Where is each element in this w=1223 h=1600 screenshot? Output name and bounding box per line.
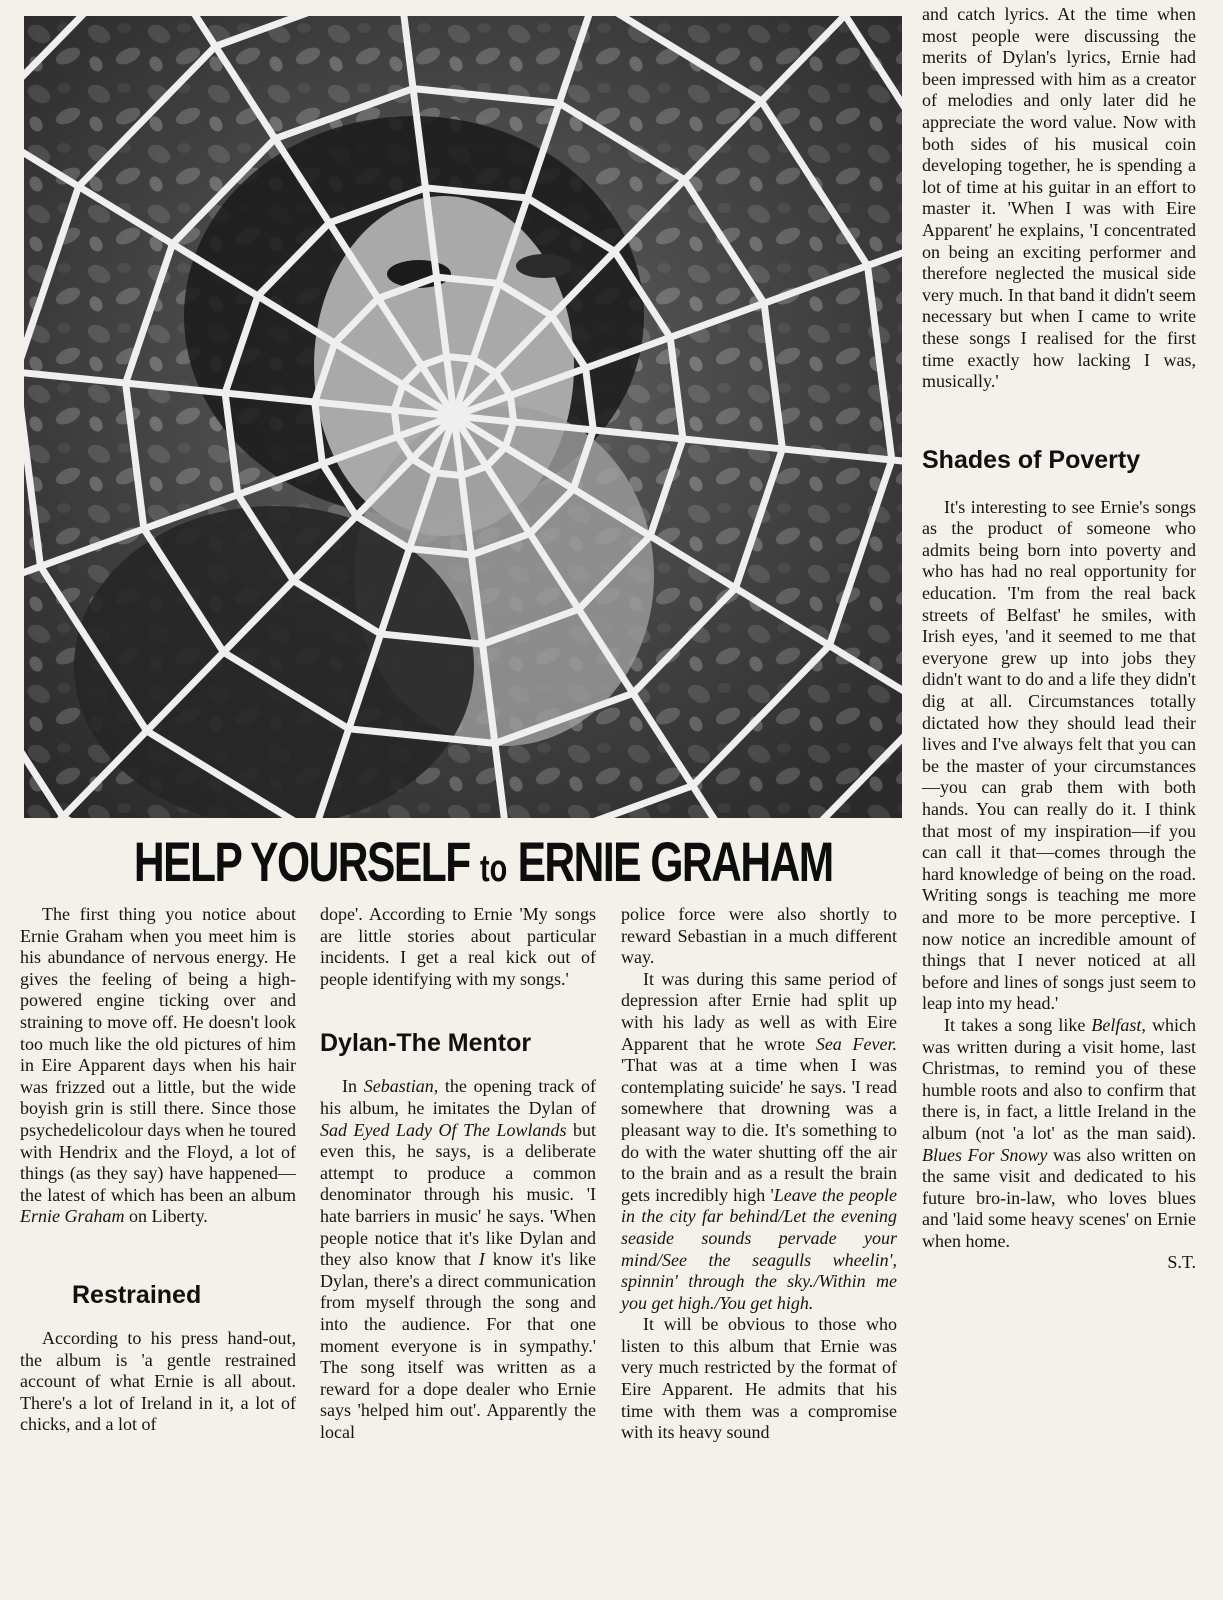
headline-part3: ERNIE GRAHAM — [507, 830, 833, 893]
text: which was written during a visit home, last Christmas, to remind you of these humble roots and also to confirm that there is, in fact, a little Ireland in the album (not 'a lot' as the man said). — [922, 1014, 1196, 1143]
paragraph — [621, 969, 897, 1315]
song-title: Belfast, — [1091, 1014, 1146, 1035]
paragraph — [922, 1015, 1196, 1253]
text: 'That was at a time when I was contemplating suicide' he says. 'I read somewhere that drowning was a pleasant way to die. It's something to do with the water shutting off the air to the brain and as a result the brain gets incredibly high ' — [621, 1055, 897, 1205]
paragraph: According to his press hand-out, the album is 'a gentle restrained account of what Ernie is all about. There's a lot of Ireland in it, a lot of chicks, and a lot of — [20, 1327, 296, 1435]
text: It was during this same period of depression after Ernie had split up with his lady as well as with Eire Apparent that he wrote — [621, 968, 897, 1054]
headline-part1: HELP YOURSELF — [133, 830, 480, 893]
text: know it's like Dylan, there's a direct communication from myself through the song and into the audience. For that one moment everyone is in sympathy.' The song itself was written as a reward for a dope dealer who Ernie says 'helped him out'. Apparently the local — [320, 1249, 596, 1442]
paragraph — [320, 1076, 596, 1443]
author-signature: S.T. — [1167, 1252, 1196, 1273]
song-title: Sea Fever. — [815, 1033, 897, 1054]
text: on Liberty. — [124, 1206, 208, 1227]
lyric-quote: Leave the people in the city far behind/Let the evening seaside sounds pervade your mind/See the seagulls wheelin', spinnin' through the sky./Within me you get high./You get high. — [621, 1184, 897, 1313]
paragraph: It will be obvious to those who listen to this album that Ernie was very much restricted by the format of Eire Apparent. He admits that his time with them was a compromise with its heavy sound — [621, 1314, 897, 1443]
song-title: Sad Eyed Lady Of The Lowlands — [320, 1119, 567, 1140]
emphasis: I — [478, 1249, 485, 1270]
song-title: Blues For Snowy — [922, 1144, 1048, 1165]
column-2 — [320, 904, 596, 1443]
paragraph: police force were also shortly to reward Sebastian in a much different way. — [621, 904, 897, 968]
album-title: Ernie Graham — [20, 1206, 125, 1227]
song-title: Sebastian, — [363, 1076, 439, 1097]
text: was also written on the same visit and dedicated to his future bro-in-law, who loves blues and 'laid some heavy scenes' on Ernie when home. — [922, 1144, 1196, 1251]
text: It takes a song like — [944, 1014, 1092, 1035]
paragraph — [20, 904, 296, 1228]
column-3 — [621, 904, 897, 1444]
headline-to: to — [479, 848, 508, 890]
subheading-dylan-the-mentor: Dylan-The Mentor — [320, 1029, 532, 1058]
headline — [133, 822, 833, 902]
subheading-restrained: Restrained — [72, 1280, 202, 1309]
text: but even this, he says, is a deliberate attempt to produce a common denominator through his music. 'I hate barriers in music' he says. 'When people notice that it's like Dylan and they also know that — [320, 1119, 596, 1270]
paragraph: and catch lyrics. At the time when most people were discussing the merits of Dylan's lyrics, Ernie had been impressed with him as a creator of melodies and only later did he appreciate the word value. Now with both sides of his musical coin developing together, he is spending a lot of time at his guitar in an effort to master it. 'When I was with Eire Apparent' he explains, 'I concentrated on being an exciting performer and therefore neglected the musical side very much. In that band it didn't seem necessary but when I came to write these songs I realised for the first time exactly how lacking I was, musically.' — [922, 4, 1196, 392]
column-1 — [20, 904, 296, 1436]
text: In — [342, 1076, 364, 1097]
subheading-shades-of-poverty: Shades of Poverty — [922, 445, 1141, 474]
column-4 — [922, 4, 1196, 1274]
text: the opening track of his album, he imitates the Dylan of — [320, 1076, 597, 1118]
paragraph: It's interesting to see Ernie's songs as the product of someone who admits being born into poverty and who has had no real opportunity for education. 'I'm from the real back streets of Belfast' he smiles, with Irish eyes, 'and it seemed to me that everyone grew up into jobs they didn't want to do and a life they didn't dig at all. Circumstances totally dictated how they should lead their lives and I've always felt that you can be the master of your circumstances—you can grab them with both hands. You can really do it. I think that most of my inspiration—if you can call it that—comes through the hard knowledge of being on the road. Writing songs is teaching me more and more to be more perceptive. I now notice an incredible amount of things that I never noticed at all before and lines of songs just seem to leap into my head.' — [922, 496, 1196, 1014]
spider-web-icon — [24, 16, 902, 818]
paragraph: dope'. According to Ernie 'My songs are little stories about particular incidents. I get a real kick out of people identifying with my songs.' — [320, 904, 596, 989]
text: The first thing you notice about Ernie Graham when you meet him is his abundance of nervous energy. He gives the feeling of being a high-powered engine ticking over and straining to move off. He doesn't look too much like the old pictures of him in Eire Apparent days when his hair was frizzed out a little, but the wide boyish grin is still there. Since those psychedelicolour days when he toured with Hendrix and the Floyd, a lot of things (as they say) have happened—the latest of which has been an album — [20, 904, 296, 1205]
spider-web-portrait-photo — [24, 16, 902, 818]
